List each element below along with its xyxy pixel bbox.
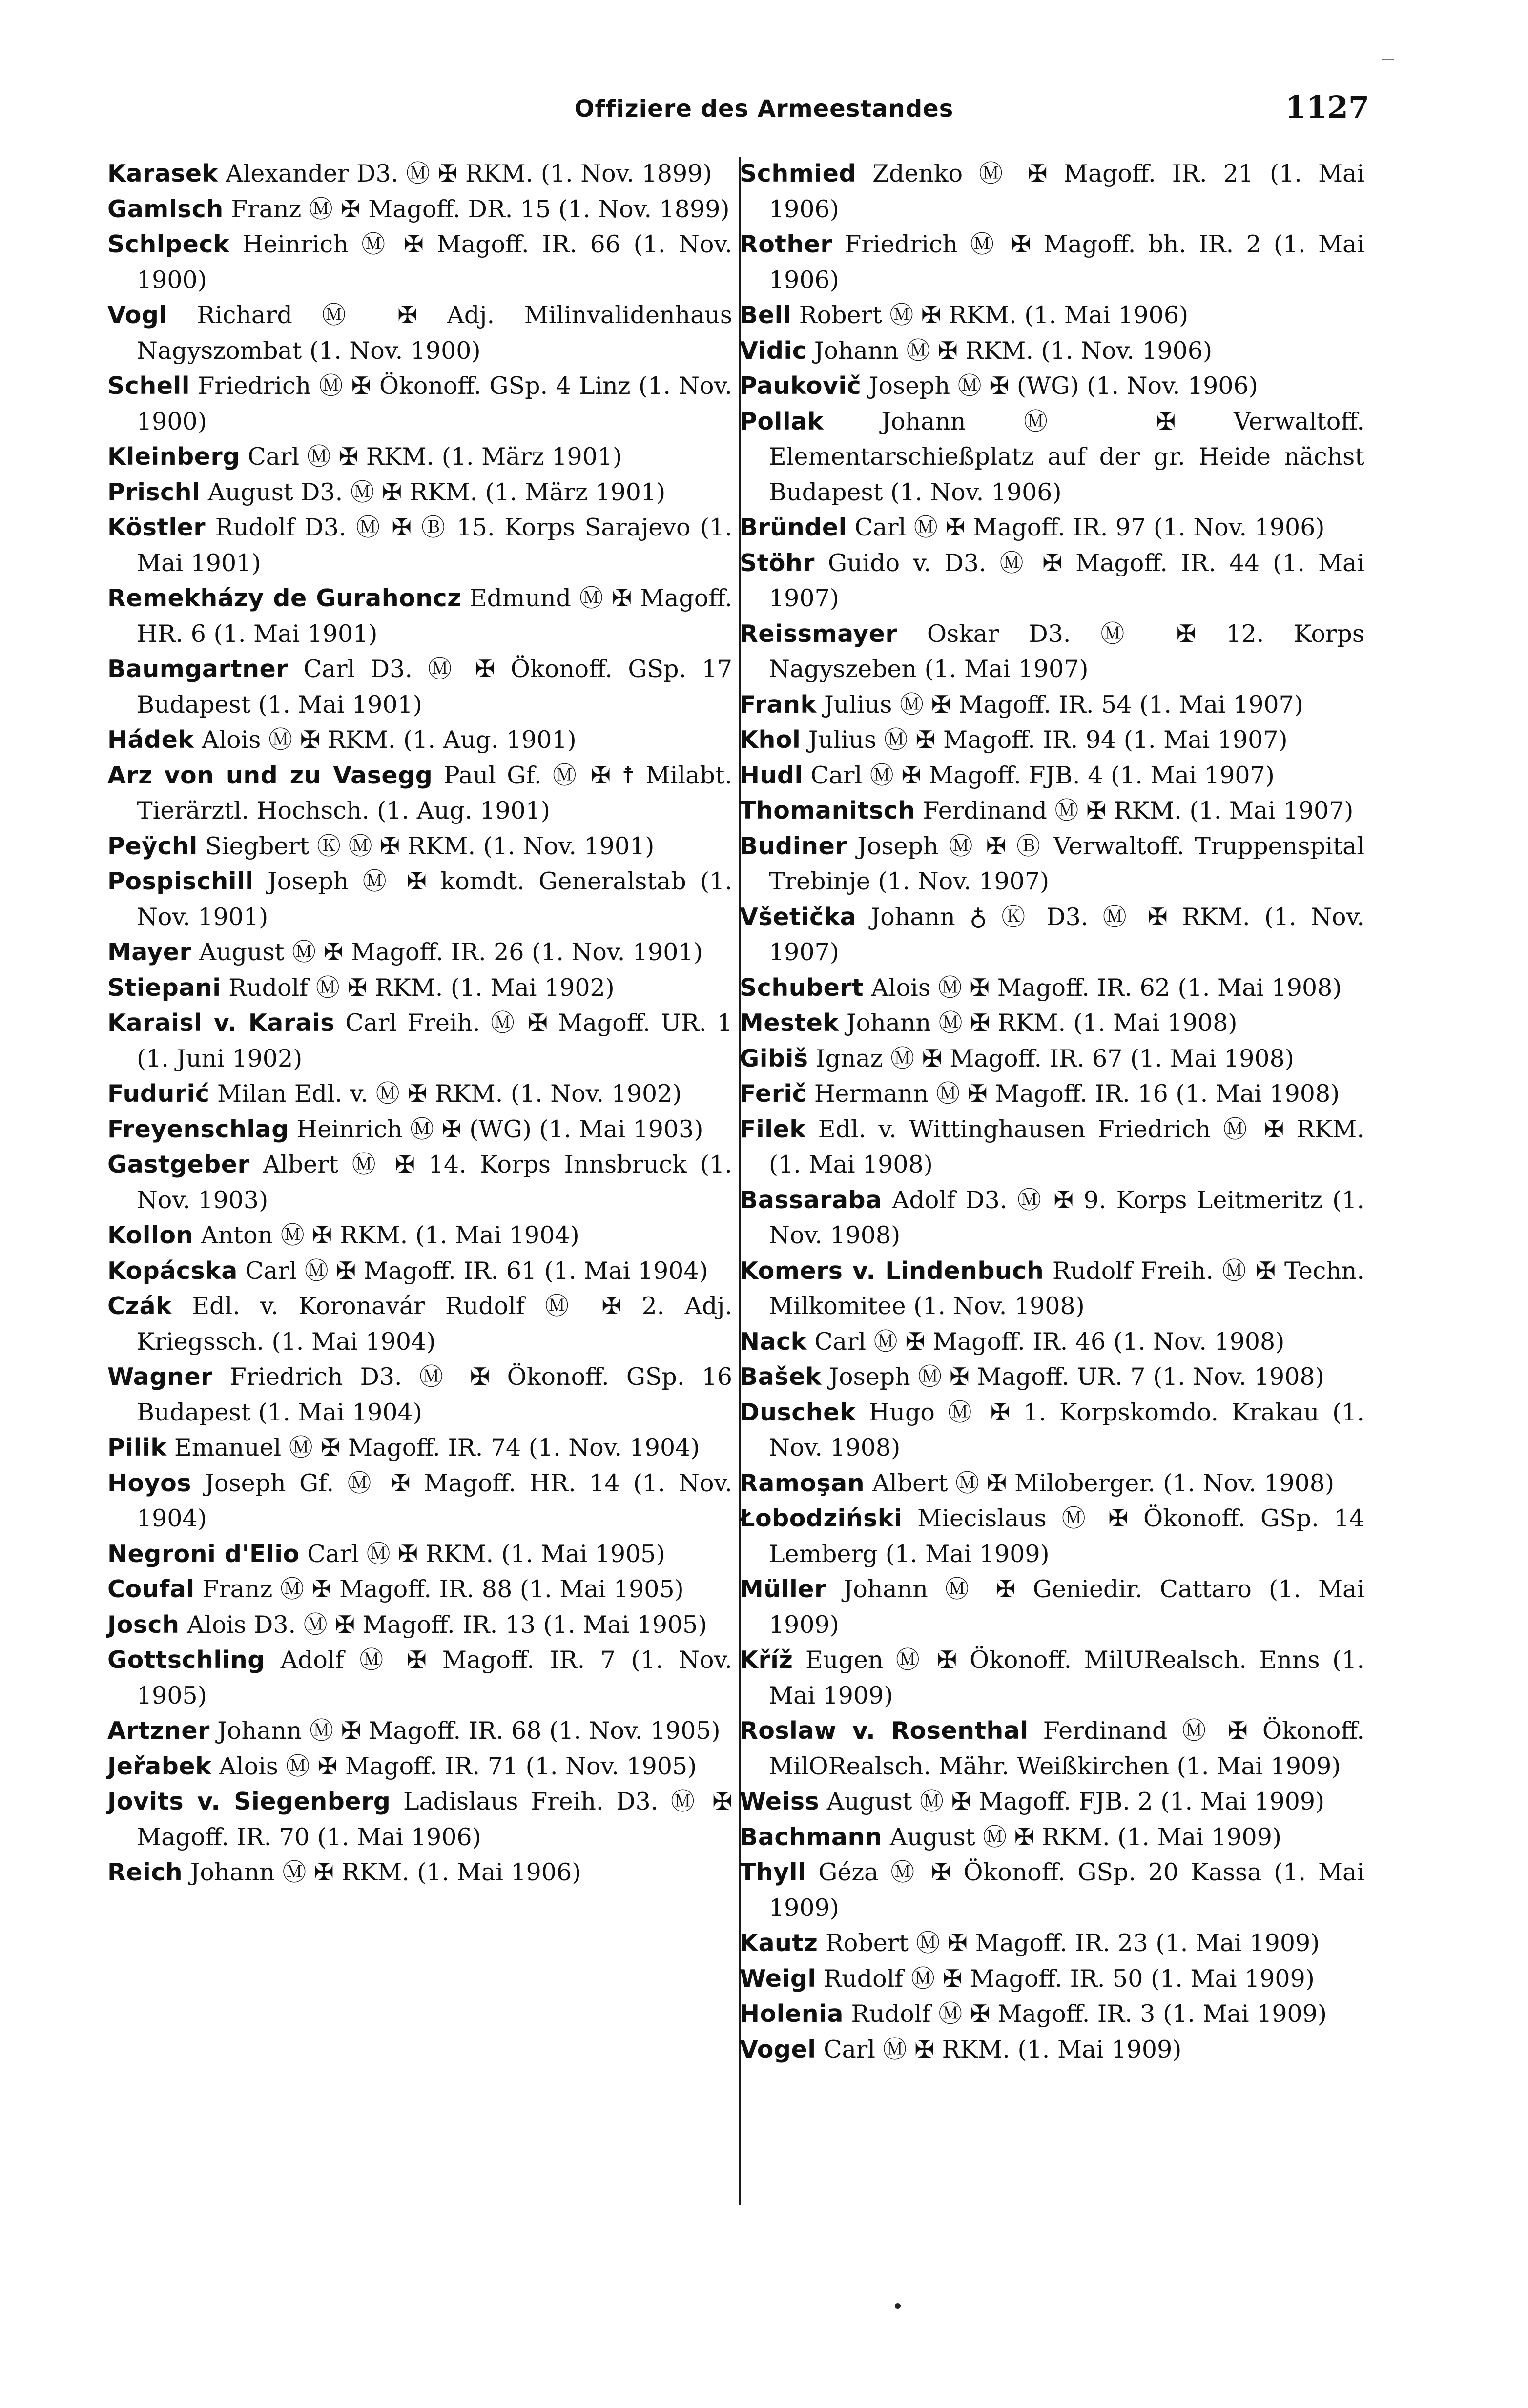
officer-entry [107, 829, 732, 864]
officer-surname: Jovits v. Siegenberg [107, 1788, 391, 1815]
officer-entry [740, 546, 1364, 617]
officer-details: August Ⓜ ✠ Magoff. FJB. 2 (1. Mai 1909) [826, 1788, 1325, 1815]
officer-details: Franz Ⓜ ✠ Magoff. DR. 15 (1. Nov. 1899) [231, 195, 730, 223]
officer-surname: Schlpeck [107, 230, 229, 258]
officer-entry [107, 298, 732, 369]
officer-entry [107, 192, 732, 227]
officer-details: Adolf Ⓜ ✠ Magoff. IR. 7 (1. Nov. 1905) [137, 1646, 732, 1709]
officer-entry [740, 1183, 1364, 1254]
officer-details: Rudolf D3. Ⓜ ✠ Ⓑ 15. Korps Sarajevo (1. Mai 1901) [137, 514, 732, 577]
officer-surname: Rother [740, 230, 833, 258]
officer-details: Adolf D3. Ⓜ ✠ 9. Korps Leitmeritz (1. Nov. 1908) [769, 1186, 1365, 1249]
officer-entry [107, 1076, 732, 1112]
officer-surname: Vidic [740, 336, 807, 365]
officer-surname: Paukovič [740, 372, 862, 400]
officer-entry [107, 1643, 732, 1713]
officer-details: Emanuel Ⓜ ✠ Magoff. IR. 74 (1. Nov. 1904) [174, 1434, 700, 1461]
officer-entry [107, 864, 732, 935]
officer-surname: Artzner [107, 1717, 210, 1745]
officer-details: Albert Ⓜ ✠ 14. Korps Innsbruck (1. Nov. 1903) [137, 1151, 733, 1214]
officer-details: Miecislaus Ⓜ ✠ Ökonoff. GSp. 14 Lemberg (1. Mai 1909) [769, 1504, 1364, 1568]
officer-entry [740, 1713, 1364, 1784]
officer-surname: Weigl [740, 1964, 816, 1993]
officer-entry [107, 510, 732, 581]
officer-surname: Bell [740, 301, 792, 329]
officer-entry [107, 1218, 732, 1254]
officer-surname: Gottschling [107, 1646, 265, 1674]
officer-entry [107, 1112, 732, 1148]
officer-entry [740, 722, 1364, 758]
officer-entry [740, 1572, 1364, 1643]
officer-entry [740, 1006, 1364, 1041]
officer-details: Friedrich Ⓜ ✠ Magoff. bh. IR. 2 (1. Mai 1906) [769, 230, 1364, 294]
officer-surname: Frank [740, 690, 817, 719]
officer-surname: Weiss [740, 1788, 820, 1815]
officer-surname: Bründel [740, 514, 847, 541]
officer-surname: Schell [107, 372, 190, 400]
officer-entry [740, 793, 1364, 829]
officer-details: Alois Ⓜ ✠ Magoff. IR. 62 (1. Mai 1908) [871, 973, 1342, 1002]
officer-surname: Komers v. Lindenbuch [740, 1256, 1044, 1285]
officer-entry [740, 1466, 1364, 1502]
officer-entry [740, 687, 1364, 723]
officer-entry [740, 617, 1364, 687]
officer-surname: Gamlsch [107, 195, 224, 223]
officer-surname: Khol [740, 726, 801, 754]
officer-details: Ladislaus Freih. D3. Ⓜ ✠ Magoff. IR. 70 (1. Mai 1906) [137, 1788, 733, 1851]
officer-entry [740, 156, 1364, 227]
officer-details: Joseph Ⓜ ✠ Ⓑ Verwaltoff. Truppenspital Trebinje (1. Nov. 1907) [769, 832, 1364, 895]
officer-details: Milan Edl. v. Ⓜ ✠ RKM. (1. Nov. 1902) [217, 1080, 682, 1108]
officer-entry [740, 1855, 1364, 1926]
officer-surname: Karaisl v. Karais [107, 1009, 335, 1037]
officer-surname: Thomanitsch [740, 797, 915, 824]
officer-surname: Kopácska [107, 1256, 238, 1285]
officer-details: Johann Ⓜ ✠ Geniedir. Cattaro (1. Mai 1909) [769, 1575, 1365, 1639]
officer-entry [740, 758, 1364, 794]
officer-entry [107, 1289, 732, 1359]
officer-details: Hermann Ⓜ ✠ Magoff. IR. 16 (1. Mai 1908) [814, 1080, 1340, 1108]
left-column [107, 156, 732, 1891]
officer-entry [107, 970, 732, 1006]
officer-entry [107, 758, 732, 829]
officer-entry [107, 156, 732, 192]
officer-details: Johann Ⓜ ✠ RKM. (1. Mai 1908) [846, 1009, 1238, 1037]
officer-entry [740, 1501, 1364, 1572]
officer-details: Robert Ⓜ ✠ Magoff. IR. 23 (1. Mai 1909) [825, 1929, 1320, 1957]
officer-surname: Schmied [740, 160, 856, 187]
officer-surname: Arz von und zu Vasegg [107, 761, 433, 789]
officer-details: Ferdinand Ⓜ ✠ RKM. (1. Mai 1907) [923, 797, 1354, 824]
officer-entry [107, 722, 732, 758]
officer-entry [740, 2032, 1364, 2068]
officer-details: Rudolf Ⓜ ✠ RKM. (1. Mai 1902) [228, 973, 615, 1002]
officer-details: Guido v. D3. Ⓜ ✠ Magoff. IR. 44 (1. Mai 1907) [769, 549, 1365, 612]
officer-surname: Vogel [740, 2035, 816, 2063]
officer-entry [107, 1359, 732, 1430]
officer-entry [740, 1996, 1364, 2032]
officer-details: Julius Ⓜ ✠ Magoff. IR. 94 (1. Mai 1907) [808, 726, 1288, 754]
officer-details: Rudolf Freih. Ⓜ ✠ Techn. Milkomitee (1. Nov. 1908) [769, 1256, 1364, 1320]
officer-details: Alois D3. Ⓜ ✠ Magoff. IR. 13 (1. Mai 1905) [187, 1610, 707, 1639]
officer-surname: Kautz [740, 1929, 818, 1957]
officer-entry [107, 475, 732, 511]
officer-surname: Köstler [107, 514, 206, 541]
officer-surname: Kleinberg [107, 443, 240, 471]
officer-surname: Gastgeber [107, 1151, 250, 1178]
officer-entry [107, 1572, 732, 1607]
officer-details: Carl D3. Ⓜ ✠ Ökonoff. GSp. 17 Budapest (1. Mai 1901) [137, 655, 732, 719]
officer-entry [740, 1076, 1364, 1112]
officer-surname: Pilik [107, 1434, 167, 1461]
officer-entry [107, 1254, 732, 1289]
officer-details: Johann Ⓜ ✠ RKM. (1. Mai 1906) [190, 1858, 581, 1886]
officer-entry [740, 1395, 1364, 1466]
officer-details: Alois Ⓜ ✠ Magoff. IR. 71 (1. Nov. 1905) [219, 1752, 697, 1780]
officer-details: Franz Ⓜ ✠ Magoff. IR. 88 (1. Mai 1905) [202, 1575, 684, 1603]
officer-entry [740, 1041, 1364, 1077]
officer-details: August Ⓜ ✠ RKM. (1. Mai 1909) [889, 1823, 1282, 1851]
officer-entry [107, 1430, 732, 1466]
officer-details: Alexander D3. Ⓜ ✠ RKM. (1. Nov. 1899) [226, 160, 712, 187]
officer-entry [107, 1749, 732, 1785]
officer-entry [107, 1784, 732, 1855]
officer-entry [107, 1147, 732, 1218]
officer-details: August Ⓜ ✠ Magoff. IR. 26 (1. Nov. 1901) [199, 938, 703, 966]
officer-surname: Reissmayer [740, 619, 898, 648]
officer-entry [740, 1643, 1364, 1713]
officer-surname: Mestek [740, 1009, 839, 1037]
officer-entry [740, 333, 1364, 369]
officer-entry [740, 1926, 1364, 1961]
officer-surname: Josch [107, 1610, 180, 1639]
officer-details: Ignaz Ⓜ ✠ Magoff. IR. 67 (1. Mai 1908) [816, 1044, 1294, 1072]
officer-details: Carl Ⓜ ✠ Magoff. IR. 97 (1. Nov. 1906) [854, 514, 1325, 541]
officer-details: Johann Ⓜ ✠ RKM. (1. Nov. 1906) [814, 336, 1213, 365]
officer-surname: Budiner [740, 832, 847, 860]
officer-surname: Bassaraba [740, 1186, 882, 1214]
officer-entry [740, 1324, 1364, 1360]
officer-surname: Negroni d'Elio [107, 1540, 300, 1568]
officer-surname: Stiepani [107, 973, 221, 1002]
officer-entry [740, 900, 1364, 970]
officer-details: Albert Ⓜ ✠ Miloberger. (1. Nov. 1908) [872, 1469, 1335, 1497]
officer-details: Richard Ⓜ ✠ Adj. Milinvalidenhaus Nagyszombat (1. Nov. 1900) [137, 301, 732, 365]
officer-details: Carl Ⓜ ✠ RKM. (1. März 1901) [248, 443, 622, 471]
officer-entry [740, 970, 1364, 1006]
officer-details: Rudolf Ⓜ ✠ Magoff. IR. 3 (1. Mai 1909) [851, 2000, 1327, 2028]
officer-details: Hugo Ⓜ ✠ 1. Korpskomdo. Krakau (1. Nov. 1908) [769, 1398, 1364, 1461]
officer-entry [107, 369, 732, 439]
officer-details: Carl Ⓜ ✠ Magoff. IR. 46 (1. Nov. 1908) [814, 1327, 1285, 1356]
officer-details: Carl Ⓜ ✠ RKM. (1. Mai 1909) [824, 2035, 1182, 2063]
officer-details: Géza Ⓜ ✠ Ökonoff. GSp. 20 Kassa (1. Mai 1909) [769, 1858, 1364, 1922]
officer-details: Joseph Ⓜ ✠ Magoff. UR. 7 (1. Nov. 1908) [829, 1363, 1324, 1391]
officer-surname: Duschek [740, 1398, 856, 1426]
officer-details: Joseph Ⓜ ✠ (WG) (1. Nov. 1906) [868, 372, 1258, 400]
officer-surname: Müller [740, 1575, 826, 1603]
officer-details: Robert Ⓜ ✠ RKM. (1. Mai 1906) [799, 301, 1189, 329]
officer-surname: Bachmann [740, 1823, 883, 1851]
officer-details: August D3. Ⓜ ✠ RKM. (1. März 1901) [207, 478, 666, 506]
officer-surname: Schubert [740, 973, 864, 1002]
officer-details: Friedrich Ⓜ ✠ Ökonoff. GSp. 4 Linz (1. Nov. 1900) [137, 372, 732, 435]
officer-entry [740, 369, 1364, 404]
officer-surname: Reich [107, 1858, 183, 1886]
page-title: Offiziere des Armeestandes [574, 95, 954, 123]
officer-surname: Pospischill [107, 867, 254, 895]
officer-entry [740, 298, 1364, 333]
officer-surname: Všetička [740, 903, 857, 931]
officer-details: Joseph Ⓜ ✠ komdt. Generalstab (1. Nov. 1901) [137, 867, 732, 931]
officer-entry [740, 404, 1364, 511]
officer-surname: Roslaw v. Rosenthal [740, 1717, 1029, 1745]
officer-surname: Hudl [740, 761, 803, 789]
officer-surname: Hádek [107, 726, 194, 754]
officer-entry [740, 1961, 1364, 1997]
officer-entry [740, 1112, 1364, 1183]
scan-artifact [1382, 59, 1394, 60]
officer-surname: Ferič [740, 1080, 807, 1108]
officer-details: Heinrich Ⓜ ✠ Magoff. IR. 66 (1. Nov. 1900) [137, 230, 732, 294]
officer-surname: Gibiš [740, 1044, 808, 1072]
officer-surname: Jeřabek [107, 1752, 212, 1780]
officer-entry [107, 1713, 732, 1749]
officer-details: Johann Ⓜ ✠ Magoff. IR. 68 (1. Nov. 1905) [217, 1717, 721, 1745]
officer-details: Alois Ⓜ ✠ RKM. (1. Aug. 1901) [202, 726, 577, 754]
officer-surname: Nack [740, 1327, 807, 1356]
officer-entry [107, 1006, 732, 1076]
officer-details: Julius Ⓜ ✠ Magoff. IR. 54 (1. Mai 1907) [824, 690, 1303, 719]
officer-entry [107, 1466, 732, 1537]
officer-entry [740, 1820, 1364, 1855]
officer-details: Heinrich Ⓜ ✠ (WG) (1. Mai 1903) [296, 1115, 703, 1143]
officer-entry [107, 227, 732, 298]
officer-details: Edl. v. Wittinghausen Friedrich Ⓜ ✠ RKM. (1. Mai 1908) [769, 1115, 1365, 1178]
officer-surname: Wagner [107, 1363, 213, 1391]
officer-surname: Mayer [107, 938, 192, 966]
page-number: 1127 [1285, 89, 1369, 125]
officer-surname: Bašek [740, 1363, 822, 1391]
officer-surname: Baumgartner [107, 655, 288, 683]
officer-details: Carl Freih. Ⓜ ✠ Magoff. UR. 1 (1. Juni 1902) [137, 1009, 732, 1072]
officer-details: Joseph Gf. Ⓜ ✠ Magoff. HR. 14 (1. Nov. 1904) [137, 1469, 732, 1532]
officer-surname: Remekházy de Gurahoncz [107, 584, 462, 612]
officer-surname: Łobodziński [740, 1504, 903, 1532]
officer-surname: Filek [740, 1115, 806, 1143]
officer-surname: Vogl [107, 301, 167, 329]
officer-details: Edmund Ⓜ ✠ Magoff. HR. 6 (1. Mai 1901) [137, 584, 733, 648]
officer-entry [740, 1359, 1364, 1395]
officer-surname: Freyenschlag [107, 1115, 289, 1143]
officer-surname: Karasek [107, 160, 218, 187]
officer-surname: Peÿchl [107, 832, 198, 860]
officer-details: Rudolf Ⓜ ✠ Magoff. IR. 50 (1. Mai 1909) [824, 1964, 1315, 1993]
officer-surname: Stöhr [740, 549, 815, 577]
footer-mark [895, 2303, 901, 2309]
officer-surname: Pollak [740, 407, 824, 435]
officer-entry [107, 581, 732, 652]
officer-entry [107, 652, 732, 722]
officer-surname: Fudurić [107, 1080, 210, 1108]
officer-details: Ferdinand Ⓜ ✠ Ökonoff. MilORealsch. Mähr. Weißkirchen (1. Mai 1909) [769, 1717, 1365, 1780]
officer-details: Carl Ⓜ ✠ RKM. (1. Mai 1905) [307, 1540, 665, 1568]
officer-details: Anton Ⓜ ✠ RKM. (1. Mai 1904) [201, 1221, 579, 1249]
officer-surname: Thyll [740, 1858, 806, 1886]
officer-surname: Coufal [107, 1575, 195, 1603]
officer-surname: Prischl [107, 478, 201, 506]
officer-surname: Czák [107, 1292, 172, 1320]
officer-surname: Hoyos [107, 1469, 191, 1497]
officer-entry [740, 1784, 1364, 1820]
officer-details: Carl Ⓜ ✠ Magoff. FJB. 4 (1. Mai 1907) [810, 761, 1275, 789]
officer-details: Johann Ⓜ ✠ Verwaltoff. Elementarschießplatz auf der gr. Heide nächst Budapest (1. Nov. 1906) [769, 407, 1364, 506]
officer-details: Johann ♁ Ⓚ D3. Ⓜ ✠ RKM. (1. Nov. 1907) [769, 903, 1365, 966]
officer-entry [740, 510, 1364, 546]
officer-entry [740, 227, 1364, 298]
officer-surname: Kollon [107, 1221, 193, 1249]
officer-entry [107, 439, 732, 475]
officer-entry [107, 1855, 732, 1891]
officer-entry [107, 1537, 732, 1572]
officer-details: Eugen Ⓜ ✠ Ökonoff. MilURealsch. Enns (1. Mai 1909) [769, 1646, 1364, 1709]
officer-entry [107, 1607, 732, 1643]
officer-details: Siegbert Ⓚ Ⓜ ✠ RKM. (1. Nov. 1901) [205, 832, 655, 860]
officer-details: Oskar D3. Ⓜ ✠ 12. Korps Nagyszeben (1. Mai 1907) [769, 619, 1364, 683]
officer-surname: Holenia [740, 2000, 844, 2028]
officer-details: Edl. v. Koronavár Rudolf Ⓜ ✠ 2. Adj. Kriegssch. (1. Mai 1904) [137, 1292, 732, 1356]
officer-surname: Kříž [740, 1646, 793, 1674]
officer-details: Zdenko Ⓜ ✠ Magoff. IR. 21 (1. Mai 1906) [769, 160, 1365, 223]
right-column [740, 156, 1364, 2067]
officer-surname: Ramoşan [740, 1469, 865, 1497]
officer-entry [107, 935, 732, 970]
officer-entry [740, 829, 1364, 900]
officer-details: Friedrich D3. Ⓜ ✠ Ökonoff. GSp. 16 Budapest (1. Mai 1904) [137, 1363, 732, 1426]
officer-entry [740, 1254, 1364, 1324]
officer-details: Paul Gf. Ⓜ ✠ ☨ Milabt. Tierärztl. Hochsch. (1. Aug. 1901) [137, 761, 732, 824]
officer-details: Carl Ⓜ ✠ Magoff. IR. 61 (1. Mai 1904) [245, 1256, 708, 1285]
